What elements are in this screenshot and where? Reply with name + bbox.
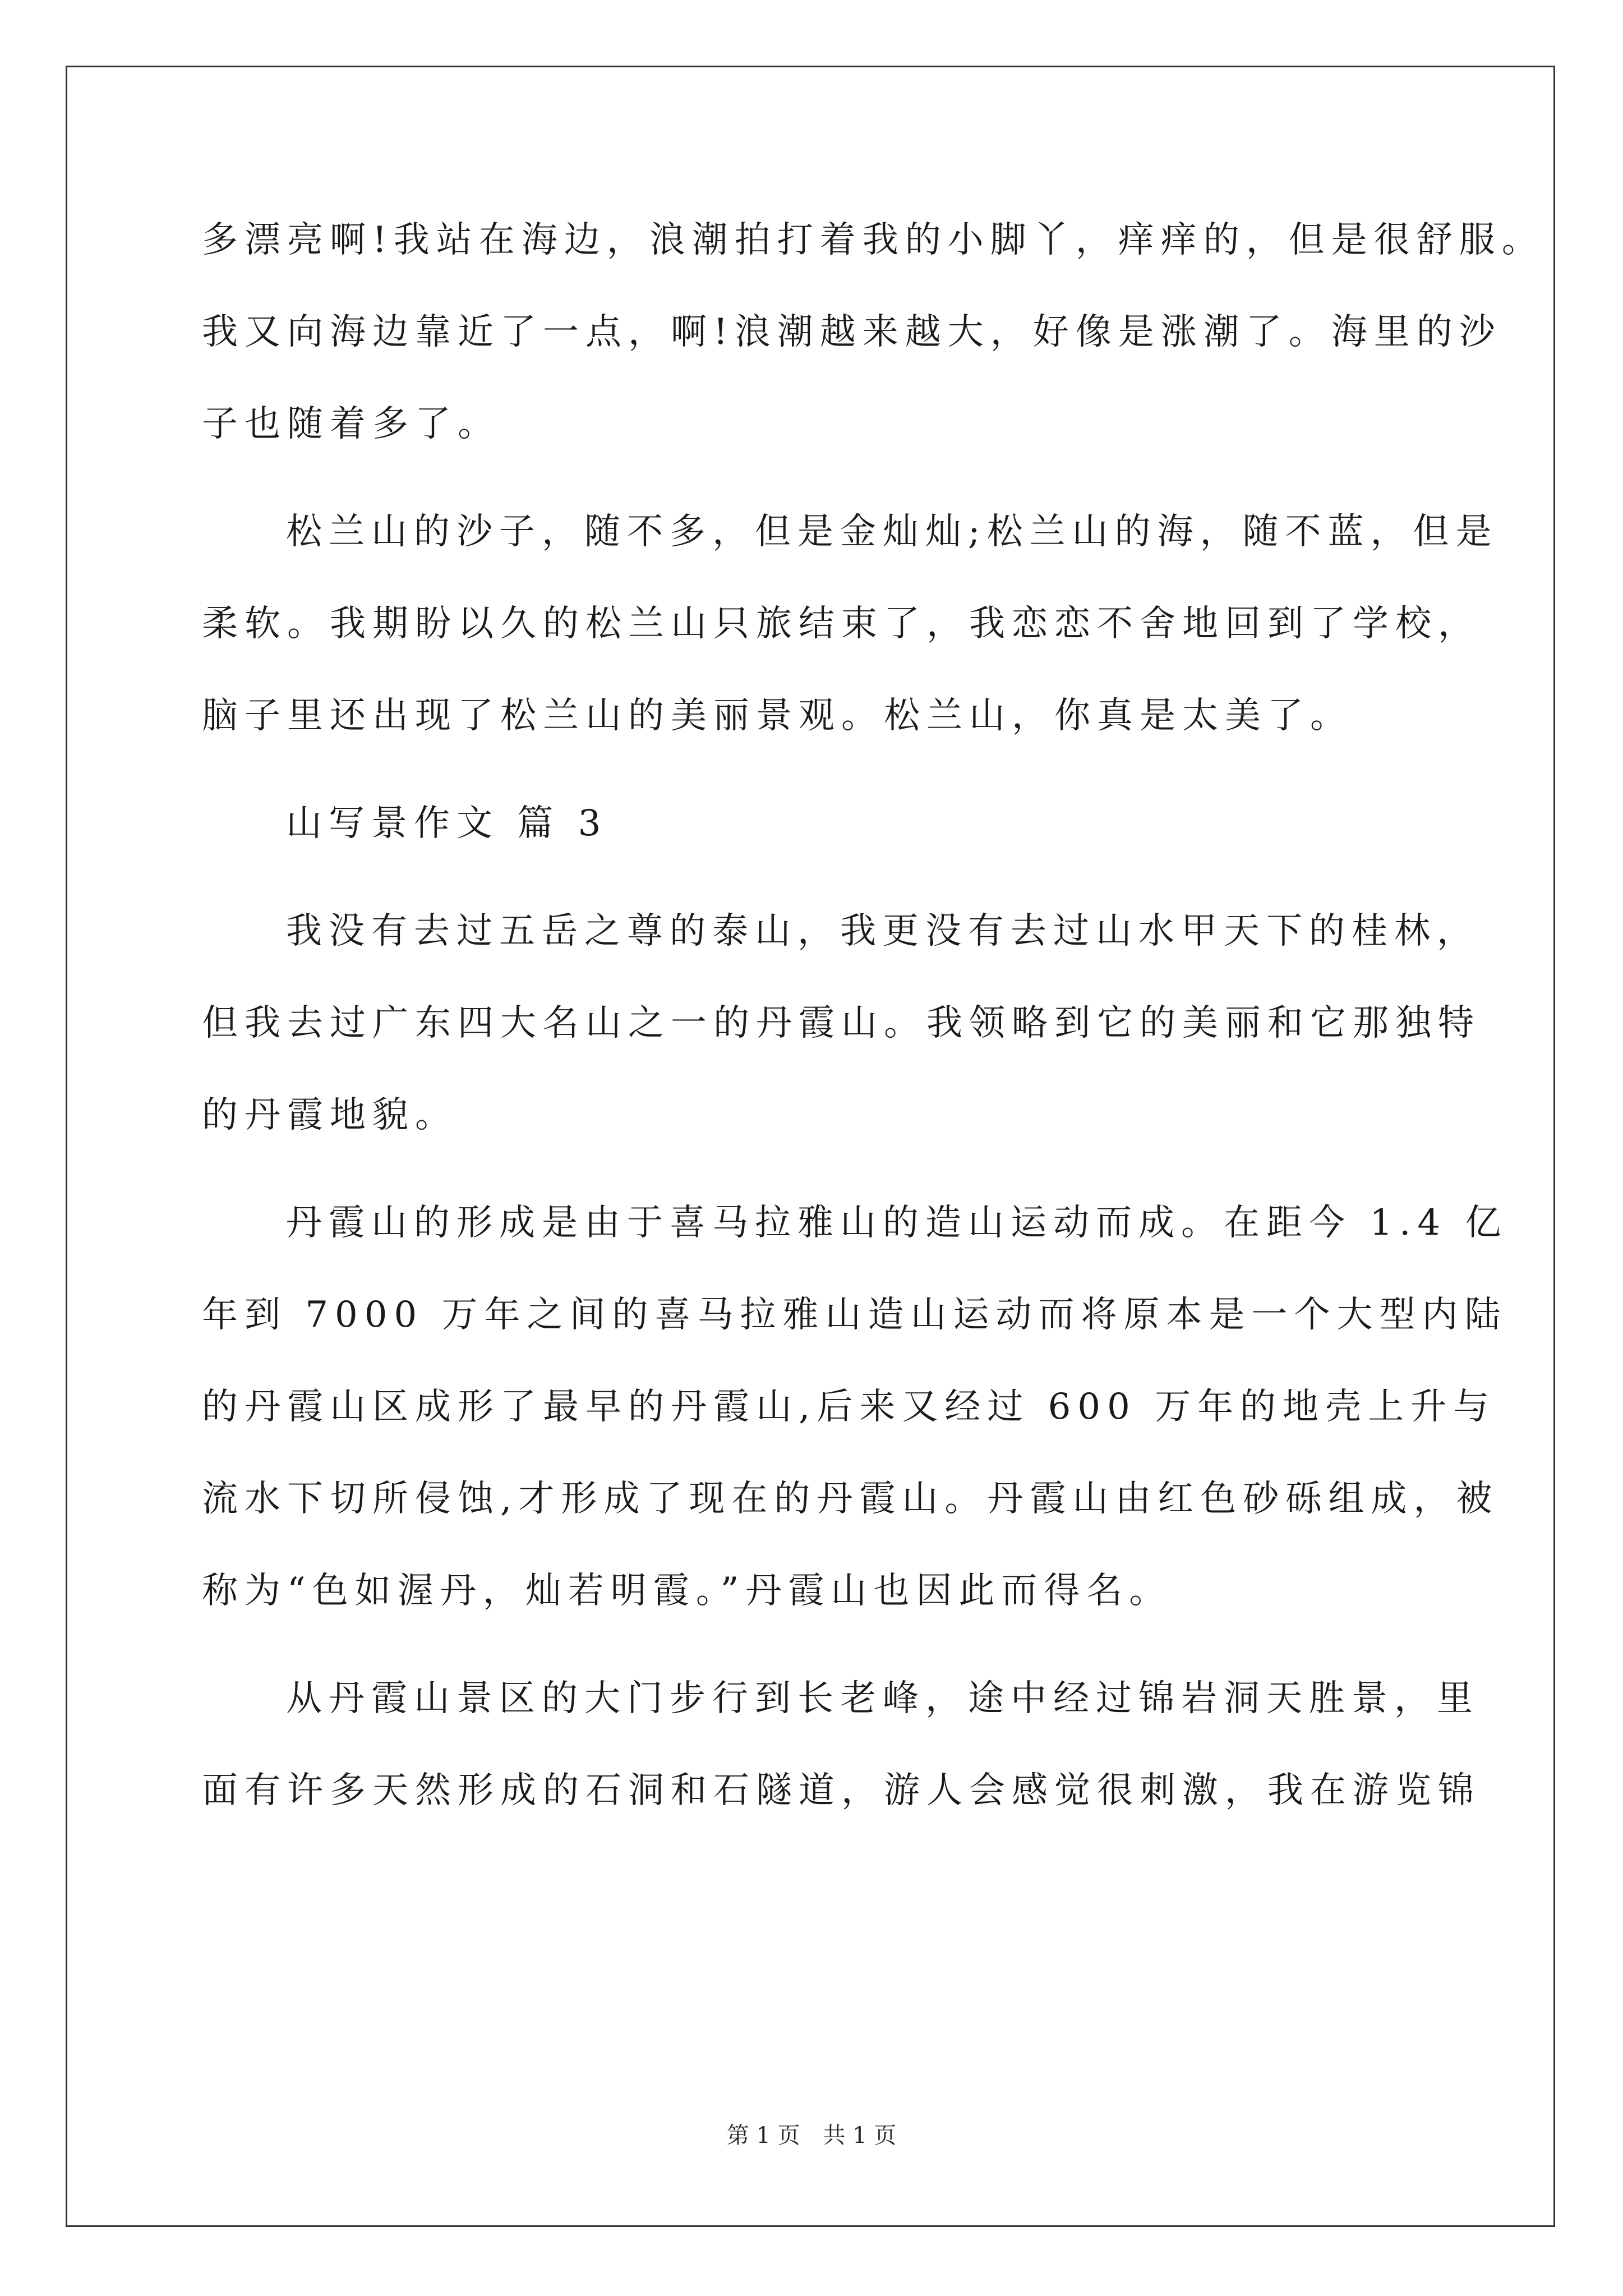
text-line: 的丹霞地貌。	[202, 1094, 458, 1136]
text-line: 子也随着多了。	[202, 403, 500, 445]
text-line: 脑子里还出现了松兰山的美丽景观。松兰山，你真是太美了。	[202, 695, 1353, 737]
page-number: 第 1 页	[726, 2123, 800, 2148]
section-heading: 山写景作文 篇 3	[286, 803, 608, 844]
page-total: 共 1 页	[823, 2123, 897, 2148]
page-frame	[66, 66, 1555, 2227]
text-line: 流水下切所侵蚀,才形成了现在的丹霞山。丹霞山由红色砂砾组成，被	[202, 1478, 1499, 1520]
paragraph-start: 丹霞山的形成是由于喜马拉雅山的造山运动而成。在距今 1.4 亿	[286, 1202, 1508, 1244]
text-line: 的丹霞山区成形了最早的丹霞山,后来又经过 600 万年的地壳上升与	[202, 1386, 1496, 1428]
text-line: 柔软。我期盼以久的松兰山只旅结束了，我恋恋不舍地回到了学校，	[202, 603, 1481, 645]
paragraph-start: 松兰山的沙子，随不多，但是金灿灿;松兰山的海，随不蓝，但是	[286, 511, 1498, 553]
page-footer	[0, 2122, 1623, 2150]
text-line: 面有许多天然形成的石洞和石隧道，游人会感觉很刺激，我在游览锦	[202, 1770, 1481, 1811]
text-line: 我又向海边靠近了一点，啊!浪潮越来越大，好像是涨潮了。海里的沙	[202, 311, 1502, 353]
text-line: 但我去过广东四大名山之一的丹霞山。我领略到它的美丽和它那独特	[202, 1002, 1481, 1044]
paragraph-start: 我没有去过五岳之尊的泰山，我更没有去过山水甲天下的桂林，	[286, 910, 1479, 952]
paragraph-start: 从丹霞山景区的大门步行到长老峰，途中经过锦岩洞天胜景，里	[286, 1678, 1479, 1719]
text-line: 称为“色如渥丹，灿若明霞。”丹霞山也因此而得名。	[202, 1570, 1172, 1612]
text-line: 年到 7000 万年之间的喜马拉雅山造山运动而将原本是一个大型内陆	[202, 1294, 1507, 1336]
text-line: 多漂亮啊!我站在海边，浪潮拍打着我的小脚丫，痒痒的，但是很舒服。	[202, 219, 1544, 261]
